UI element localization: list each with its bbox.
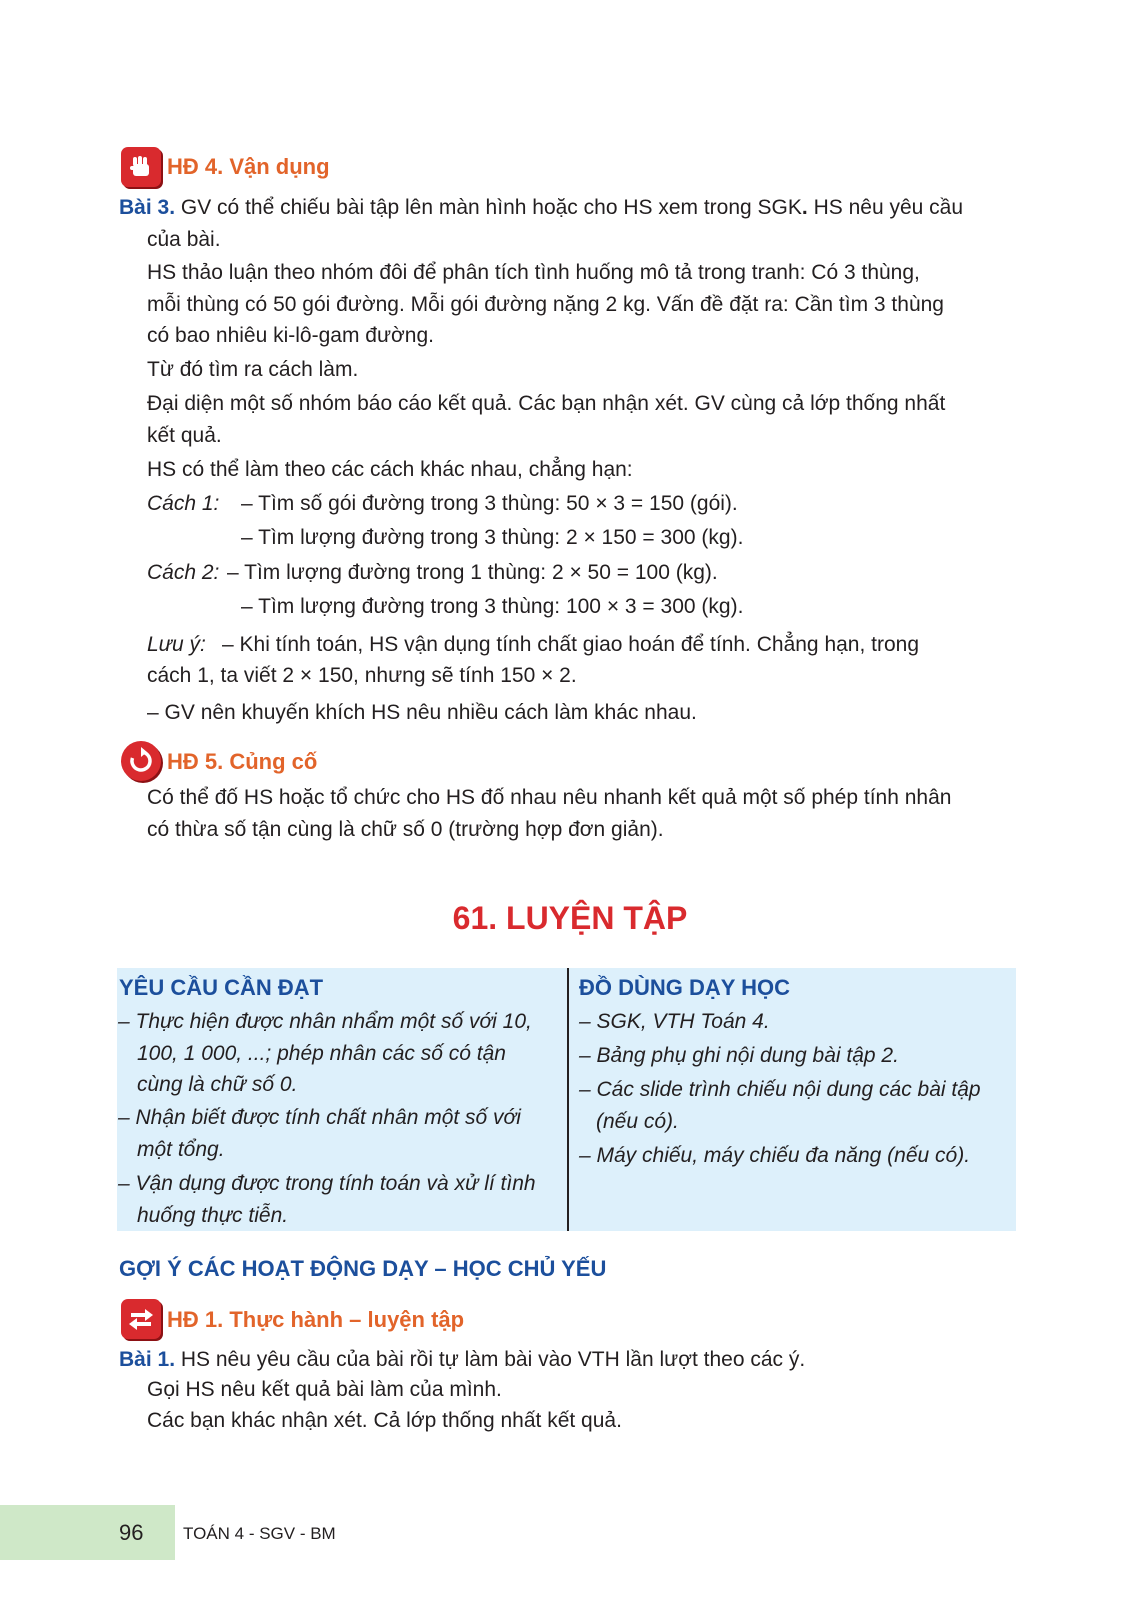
yeucau-line: – Nhận biết được tính chất nhân một số với	[118, 1106, 521, 1129]
dodung-line: – Các slide trình chiếu nội dung các bài tập	[579, 1078, 981, 1101]
bai1-line2: Gọi HS nêu kết quả bài làm của mình.	[147, 1378, 502, 1401]
bai3-intro-text-end: HS nêu yêu cầu	[807, 196, 964, 219]
bai1-line1-text: HS nêu yêu cầu của bài rồi tự làm bài vào VTH lần lượt theo các ý.	[175, 1348, 806, 1371]
bai1-label: Bài 1.	[119, 1348, 176, 1371]
luuy-label: Lưu ý:	[147, 633, 206, 656]
cach2-step1: – Tìm lượng đường trong 1 thùng: 2 × 50 = 100 (kg).	[227, 561, 718, 584]
dodung-line: – SGK, VTH Toán 4.	[579, 1010, 770, 1033]
fist-icon	[121, 147, 161, 187]
hd4-heading: HĐ 4. Vận dụng	[167, 154, 330, 179]
yeucau-line: cùng là chữ số 0.	[137, 1073, 298, 1096]
refresh-icon	[121, 741, 161, 781]
footer-book-title: TOÁN 4 - SGV - BM	[183, 1524, 336, 1543]
luuy-line2: cách 1, ta viết 2 × 150, nhưng sẽ tính 150 × 2.	[147, 664, 577, 687]
hd1-heading: HĐ 1. Thực hành – luyện tập	[167, 1307, 465, 1332]
bai3-intro-line2: của bài.	[147, 228, 221, 251]
bai3-p2-line2: mỗi thùng có 50 gói đường. Mỗi gói đường nặng 2 kg. Vấn đề đặt ra: Cần tìm 3 thùng	[147, 293, 944, 316]
bai3-p3: Từ đó tìm ra cách làm.	[147, 358, 359, 381]
yeucau-line: 100, 1 000, ...; phép nhân các số có tận	[137, 1042, 506, 1065]
bai3-p5: HS có thể làm theo các cách khác nhau, chẳng hạn:	[147, 458, 633, 481]
footer-band	[0, 1505, 175, 1560]
bai3-p4-line2: kết quả.	[147, 424, 222, 447]
bai1-line1	[119, 1344, 805, 1376]
yeucau-line: một tổng.	[137, 1138, 225, 1161]
hd5-line1: Có thể đố HS hoặc tổ chức cho HS đố nhau nêu nhanh kết quả một số phép tính nhân	[147, 786, 952, 809]
dodung-line: (nếu có).	[596, 1110, 679, 1133]
yeucau-heading: YÊU CẦU CẦN ĐẠT	[119, 975, 324, 1000]
dodung-line: – Máy chiếu, máy chiếu đa năng (nếu có).	[579, 1144, 971, 1167]
cach1-label: Cách 1:	[147, 492, 220, 515]
dodung-heading: ĐỒ DÙNG DẠY HỌC	[579, 975, 791, 1000]
hd5-line2: có thừa số tận cùng là chữ số 0 (trường hợp đơn giản).	[147, 818, 664, 841]
bai3-p2-line1: HS thảo luận theo nhóm đôi để phân tích tình huống mô tả trong tranh: Có 3 thùng,	[147, 261, 920, 284]
dodung-line: – Bảng phụ ghi nội dung bài tập 2.	[579, 1044, 899, 1067]
cach1-step2: – Tìm lượng đường trong 3 thùng: 2 × 150 = 300 (kg).	[241, 526, 744, 549]
cach2-label: Cách 2:	[147, 561, 220, 584]
section-heading: GỢI Ý CÁC HOẠT ĐỘNG DẠY – HỌC CHỦ YẾU	[119, 1256, 607, 1281]
yeucau-line: – Thực hiện được nhân nhẩm một số với 10,	[118, 1010, 532, 1033]
luuy-line3: – GV nên khuyến khích HS nêu nhiều cách làm khác nhau.	[147, 701, 697, 724]
cach1-step1: – Tìm số gói đường trong 3 thùng: 50 × 3 = 150 (gói).	[241, 492, 738, 515]
bai3-intro-line1	[119, 192, 963, 224]
bai3-label: Bài 3.	[119, 196, 176, 219]
box-divider	[567, 968, 569, 1231]
cach2-step2: – Tìm lượng đường trong 3 thùng: 100 × 3 = 300 (kg).	[241, 595, 744, 618]
yeucau-line: – Vận dụng được trong tính toán và xử lí tình	[118, 1172, 536, 1195]
hd5-heading: HĐ 5. Củng cố	[167, 749, 318, 774]
bai3-intro-dot: .	[801, 196, 808, 219]
bai3-p4-line1: Đại diện một số nhóm báo cáo kết quả. Các bạn nhận xét. GV cùng cả lớp thống nhất	[147, 392, 946, 415]
bai3-p2-line3: có bao nhiêu ki-lô-gam đường.	[147, 324, 434, 347]
info-box	[117, 968, 1016, 1231]
arrows-exchange-icon	[121, 1299, 161, 1339]
yeucau-line: huống thực tiễn.	[137, 1204, 289, 1227]
bai3-intro-text: GV có thể chiếu bài tập lên màn hình hoặc cho HS xem trong SGK	[180, 196, 802, 219]
luuy-line1: – Khi tính toán, HS vận dụng tính chất giao hoán để tính. Chẳng hạn, trong	[222, 633, 920, 656]
page-number: 96	[119, 1520, 144, 1545]
lesson-title: 61. LUYỆN TẬP	[452, 900, 688, 936]
bai1-line3: Các bạn khác nhận xét. Cả lớp thống nhất kết quả.	[147, 1409, 622, 1432]
